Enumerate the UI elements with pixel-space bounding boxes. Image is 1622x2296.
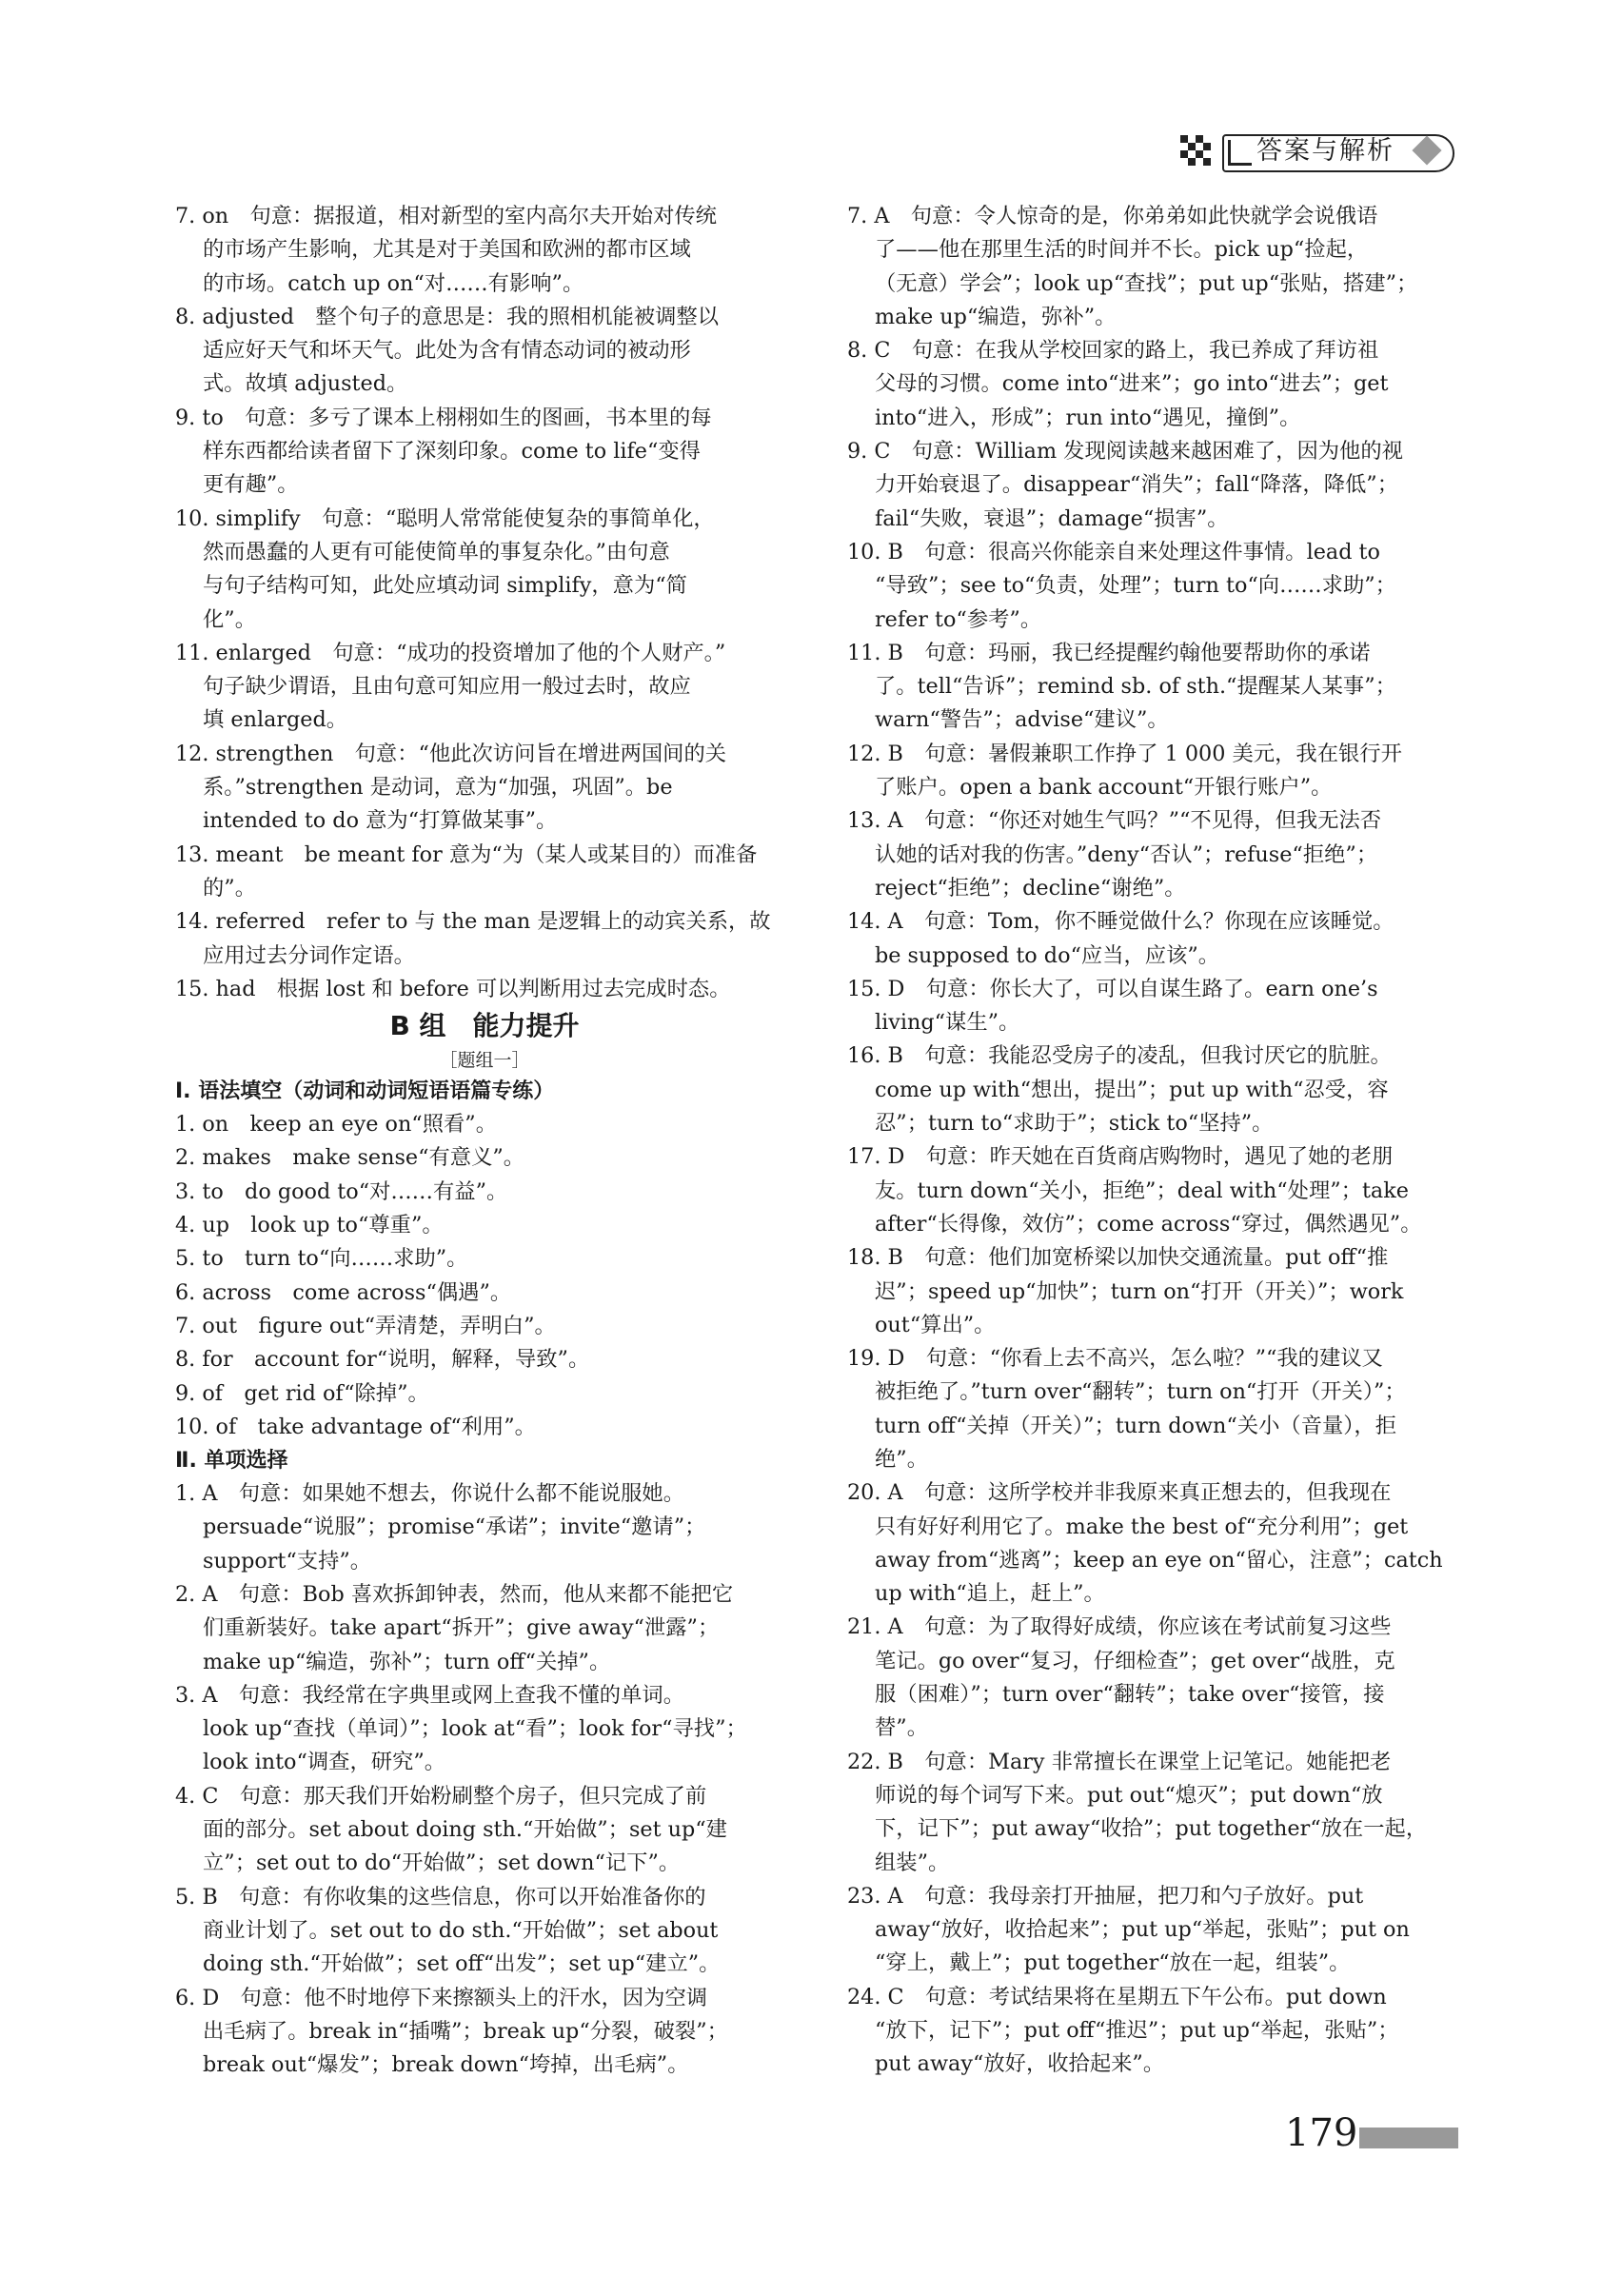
answer-line-continued: 的”。 — [203, 875, 256, 901]
answer-item — [847, 1140, 1466, 1241]
answer-line: 6. D 句意：他不时地停下来擦额头上的汗水，因为空调 — [175, 1985, 708, 2010]
answer-line: 20. A 句意：这所学校并非我原来真正想去的，但我现在 — [847, 1480, 1392, 1506]
answer-item — [175, 402, 794, 503]
answer-item — [847, 1476, 1466, 1611]
answer-line-continued: 被拒绝了。”turn over“翻转”；turn on“打开（开关）”； — [875, 1379, 1406, 1405]
section-title: B 组 能力提升 — [389, 1010, 580, 1042]
answer-line-continued: 力开始衰退了。disappear“消失”；fall“降落，降低”； — [875, 472, 1398, 498]
answer-line-continued: come up with“想出，提出”；put up with“忍受，容 — [875, 1077, 1389, 1102]
answer-line: 21. A 句意：为了取得好成绩，你应该在考试前复习这些 — [847, 1614, 1392, 1640]
answer-item — [847, 1746, 1466, 1880]
answer-line: 16. B 句意：我能忍受房子的凌乱，但我讨厌它的肮脏。 — [847, 1043, 1392, 1069]
page-header — [1180, 131, 1458, 171]
answer-item — [847, 1342, 1466, 1476]
part2-list — [175, 1477, 794, 2082]
answer-line: 13. meant be meant for 意为“为（某人或某目的）而准备 — [175, 841, 758, 867]
answer-line: 15. had 根据 lost 和 before 可以判断用过去完成时态。 — [175, 976, 731, 1001]
answer-line-continued: 了账户。open a bank account“开银行账户”。 — [875, 775, 1333, 801]
answer-line: 13. A 句意：“你还对她生气吗？”“不见得，但我无法否 — [847, 808, 1382, 834]
answer-line-continued: look up“查找（单词）”；look at“看”；look for“寻找”； — [203, 1716, 747, 1742]
answer-line-continued: refer to“参考”。 — [875, 606, 1042, 632]
answer-item — [847, 200, 1466, 334]
group-title: ［题组一］ — [439, 1050, 530, 1072]
answer-line-continued: 句子缺少谓语，且由句意可知应用一般过去时，故应 — [203, 674, 691, 700]
answer-line: 11. enlarged 句意：“成功的投资增加了他的个人财产。” — [175, 640, 726, 665]
answer-item — [175, 1780, 794, 1881]
answer-line-continued: 样东西都给读者留下了深刻印象。come to life“变得 — [203, 439, 701, 465]
answer-item — [175, 1343, 794, 1376]
answer-line-continued: break out“爆发”；break down“垮掉，出毛病”。 — [203, 2052, 689, 2078]
answer-line-continued: 绝”。 — [875, 1446, 928, 1472]
answer-line-continued: make up“编造，弥补”；turn off“关掉”。 — [203, 1649, 611, 1674]
answer-line-continued: put away“放好，收拾起来”。 — [875, 2051, 1165, 2077]
answer-line-continued: intended to do 意为“打算做某事”。 — [203, 808, 558, 834]
part2-title: Ⅱ. 单项选择 — [175, 1449, 288, 1474]
answer-item — [175, 1176, 794, 1209]
answer-line: 6. across come across“偶遇”。 — [175, 1279, 512, 1305]
answer-line: 10. B 句意：很高兴你能亲自来处理这件事情。lead to — [847, 539, 1380, 564]
answer-item — [847, 334, 1466, 435]
answer-line-continued: 填 enlarged。 — [203, 707, 348, 733]
answer-line-continued: 化”。 — [203, 606, 256, 632]
answer-item — [847, 973, 1466, 1040]
answer-line: 2. A 句意：Bob 喜欢拆卸钟表，然而，他从来都不能把它 — [175, 1581, 734, 1607]
answer-item — [847, 435, 1466, 536]
answer-line: 12. B 句意：暑假兼职工作挣了 1 000 美元，我在银行开 — [847, 741, 1402, 766]
answer-item — [175, 1679, 794, 1780]
answer-item — [175, 1242, 794, 1276]
part1-title: Ⅰ. 语法填空（动词和动词短语语篇专练） — [175, 1079, 555, 1104]
answer-item — [175, 637, 794, 738]
answer-line-continued: away“放好，收拾起来”；put up“举起，张贴”；put on — [875, 1917, 1410, 1943]
answer-item — [175, 1377, 794, 1411]
answer-line: 8. for account for“说明，解释，导致”。 — [175, 1347, 590, 1373]
answer-line-continued: 只有好好利用它了。make the best of“充分利用”；get — [875, 1514, 1409, 1539]
answer-line: 15. D 句意：你长大了，可以自谋生路了。earn one’s — [847, 976, 1378, 1001]
answer-line-continued: make up“编造，弥补”。 — [875, 304, 1117, 329]
answer-line-continued: 系。”strengthen 是动词，意为“加强，巩固”。be — [203, 775, 673, 801]
answer-line-continued: 组装”。 — [875, 1850, 950, 1875]
answer-item — [847, 637, 1466, 738]
answer-line-continued: 迟”；speed up“加快”；turn on“打开（开关）”；work — [875, 1278, 1404, 1304]
answer-line: 4. up look up to“尊重”。 — [175, 1213, 444, 1238]
answer-item — [175, 1982, 794, 2083]
answer-line: 7. A 句意：令人惊奇的是，你弟弟如此快就学会说俄语 — [847, 204, 1378, 228]
answer-item — [175, 200, 794, 301]
answer-item — [847, 804, 1466, 905]
answer-line: 8. C 句意：在我从学校回家的路上，我已养成了拜访祖 — [847, 338, 1379, 364]
page-number-bar — [1359, 2128, 1458, 2148]
answer-line-continued: into“进入，形成”；run into“遇见，撞倒”。 — [875, 405, 1301, 430]
answer-line: 19. D 句意：“你看上去不高兴，怎么啦？”“我的建议又 — [847, 1346, 1383, 1372]
answer-line-continued: 替”。 — [875, 1715, 928, 1741]
answer-item — [847, 536, 1466, 637]
answer-line-continued: 适应好天气和坏天气。此处为含有情态动词的被动形 — [203, 338, 691, 364]
header-title: 答案与解析 — [1256, 136, 1395, 166]
answer-line: 3. A 句意：我经常在字典里或网上查我不懂的单词。 — [175, 1682, 684, 1708]
answer-line: 7. out figure out“弄清楚，弄明白”。 — [175, 1313, 556, 1338]
answer-line: 10. simplify 句意：“聪明人常常能使复杂的事简单化， — [175, 505, 715, 531]
answer-line-continued: 父母的习惯。come into“进来”；go into“进去”；get — [875, 371, 1389, 397]
part1-list — [175, 1108, 794, 1444]
left-column — [175, 200, 794, 2082]
answer-item — [847, 738, 1466, 805]
right-column — [847, 200, 1466, 2082]
answer-line: 11. B 句意：玛丽，我已经提醒约翰他要帮助你的承诺 — [847, 640, 1371, 665]
answer-line-continued: out“算出”。 — [875, 1312, 996, 1337]
answer-item — [175, 1277, 794, 1310]
answer-item — [847, 1981, 1466, 2082]
answer-item — [175, 1881, 794, 1982]
header-corner-icon — [1228, 140, 1252, 166]
answer-line-continued: 出毛病了。break in“插嘴”；break up“分裂，破裂”； — [203, 2018, 728, 2044]
answer-line-continued: 服（困难）”；turn over“翻转”；take over“接管，接 — [875, 1682, 1385, 1708]
answer-line-continued: 商业计划了。set out to do sth.“开始做”；set about — [203, 1917, 719, 1943]
answer-line-continued: 师说的每个词写下来。put out“熄灭”；put down“放 — [875, 1782, 1383, 1808]
answer-line-continued: “穿上，戴上”；put together“放在一起，组装”。 — [875, 1950, 1351, 1976]
answer-line: 3. to do good to“对……有益”。 — [175, 1178, 508, 1204]
answer-line-continued: doing sth.“开始做”；set off“出发”；set up“建立”。 — [203, 1951, 721, 1977]
answer-line-continued: 们重新装好。take apart“拆开”；give away“泄露”； — [203, 1615, 720, 1641]
answer-line-continued: living“谋生”。 — [875, 1010, 1020, 1036]
answer-line: 17. D 句意：昨天她在百货商店购物时，遇见了她的老朋 — [847, 1144, 1394, 1170]
answer-line-continued: 的市场产生影响，尤其是对于美国和欧洲的都市区域 — [203, 237, 691, 263]
answer-item — [175, 503, 794, 637]
answer-item — [175, 1310, 794, 1343]
answer-line: 5. B 句意：有你收集的这些信息，你可以开始准备你的 — [175, 1884, 706, 1910]
answer-line-continued: after“长得像，效仿”；come across“穿过，偶然遇见”。 — [875, 1211, 1422, 1237]
answer-line: 24. C 句意：考试结果将在星期五下午公布。put down — [847, 1984, 1387, 2009]
answer-line-continued: reject“拒绝”；decline“谢绝”。 — [875, 875, 1186, 901]
answer-item — [847, 1039, 1466, 1140]
answer-line: 10. of take advantage of“利用”。 — [175, 1414, 536, 1439]
answer-line: 14. referred refer to 与 the man 是逻辑上的动宾关系，故 — [175, 909, 771, 935]
answer-line-continued: warn“警告”；advise“建议”。 — [875, 707, 1169, 733]
answer-line-continued: turn off“关掉（开关）”；turn down“关小（音量），拒 — [875, 1413, 1397, 1438]
answer-line-continued: 下，记下”；put away“收拾”；put together“放在一起， — [875, 1816, 1428, 1842]
answer-item — [175, 1209, 794, 1242]
answer-line-continued: “导致”；see to“负责，处理”；turn to“向……求助”； — [875, 573, 1396, 599]
answer-line-continued: “放下，记下”；put off“推迟”；put up“举起，张贴”； — [875, 2018, 1399, 2044]
answer-line: 2. makes make sense“有意义”。 — [175, 1145, 525, 1171]
answer-line-continued: （无意）学会”；look up“查找”；put up“张贴，搭建”； — [875, 270, 1418, 296]
answer-line-continued: 笔记。go over“复习，仔细检查”；get over“战胜，克 — [875, 1648, 1395, 1673]
answer-item — [175, 301, 794, 402]
answer-line: 4. C 句意：那天我们开始粉刷整个房子，但只完成了前 — [175, 1783, 707, 1809]
answer-line-continued: 应用过去分词作定语。 — [203, 942, 415, 968]
answer-item — [175, 905, 794, 973]
answer-line-continued: 友。turn down“关小，拒绝”；deal with“处理”；take — [875, 1178, 1409, 1203]
answer-item — [175, 839, 794, 906]
answer-line-continued: 面的部分。set about doing sth.“开始做”；set up“建 — [203, 1817, 727, 1843]
answer-line-continued: 式。故填 adjusted。 — [203, 371, 408, 397]
answer-line: 8. adjusted 整个句子的意思是：我的照相机能被调整以 — [175, 304, 720, 329]
answer-item — [175, 1578, 794, 1679]
answer-line-continued: 忍”；turn to“求助于”；stick to“坚持”。 — [875, 1111, 1274, 1137]
header-decoration-icon — [1180, 135, 1218, 168]
part2-list-continued — [847, 200, 1466, 2082]
answer-line: 9. C 句意：William 发现阅读越来越困难了，因为他的视 — [847, 439, 1403, 465]
answer-line: 23. A 句意：我母亲打开抽屉，把刀和勺子放好。put — [847, 1883, 1364, 1909]
answer-line-continued: 更有趣”。 — [203, 472, 299, 498]
answer-list-a — [175, 200, 794, 1006]
answer-line-continued: fail“失败，衰退”；damage“损害”。 — [875, 505, 1229, 531]
answer-line-continued: 认她的话对我的伤害。”deny“否认”；refuse“拒绝”； — [875, 841, 1378, 867]
answer-line-continued: look into“调查，研究”。 — [203, 1750, 446, 1775]
answer-line-continued: 了——他在那里生活的时间并不长。pick up“捡起， — [875, 237, 1369, 263]
answer-line-continued: support“支持”。 — [203, 1548, 372, 1574]
answer-line: 9. of get rid of“除掉”。 — [175, 1380, 429, 1406]
answer-line-continued: 的市场。catch up on“对……有影响”。 — [203, 270, 584, 296]
answer-line-continued: 然而愚蠢的人更有可能使简单的事复杂化。”由句意 — [203, 539, 670, 564]
answer-item — [847, 1880, 1466, 1981]
answer-line-continued: 与句子结构可知，此处应填动词 simplify，意为“简 — [203, 573, 687, 599]
answer-item — [175, 738, 794, 839]
answer-line: 7. on 句意：据报道，相对新型的室内高尔夫开始对传统 — [175, 204, 717, 228]
answer-line-continued: 了。tell“告诉”；remind sb. of sth.“提醒某人某事”； — [875, 674, 1396, 700]
answer-item — [175, 1411, 794, 1444]
answer-line: 18. B 句意：他们加宽桥梁以加快交通流量。put off“推 — [847, 1245, 1389, 1271]
answer-line: 1. on keep an eye on“照看”。 — [175, 1112, 497, 1138]
answer-item — [847, 905, 1466, 973]
answer-line-continued: away from“逃离”；keep an eye on“留心，注意”；catch — [875, 1547, 1443, 1573]
answer-item — [175, 1108, 794, 1141]
answer-line: 14. A 句意：Tom，你不睡觉做什么？你现在应该睡觉。 — [847, 909, 1395, 935]
answer-item — [175, 1141, 794, 1175]
answer-line: 22. B 句意：Mary 非常擅长在课堂上记笔记。她能把老 — [847, 1749, 1392, 1774]
answer-line: 1. A 句意：如果她不想去，你说什么都不能说服她。 — [175, 1481, 684, 1507]
answer-line-continued: up with“追上，赶上”。 — [875, 1581, 1105, 1607]
answer-line: 5. to turn to“向……求助”。 — [175, 1246, 468, 1272]
answer-line-continued: persuade“说服”；promise“承诺”；invite“邀请”； — [203, 1514, 706, 1540]
answer-line-continued: 立”；set out to do“开始做”；set down“记下”。 — [203, 1851, 681, 1876]
answer-item — [175, 1477, 794, 1578]
page-number: 179 — [1285, 2111, 1358, 2155]
answer-line: 12. strengthen 句意：“他此次访问旨在增进两国间的关 — [175, 741, 727, 766]
answer-line: 9. to 句意：多亏了课本上栩栩如生的图画，书本里的每 — [175, 405, 712, 430]
answer-item — [175, 973, 794, 1006]
answer-item — [847, 1611, 1466, 1745]
answer-item — [847, 1241, 1466, 1342]
answer-line-continued: be supposed to do“应当，应该”。 — [875, 942, 1220, 968]
